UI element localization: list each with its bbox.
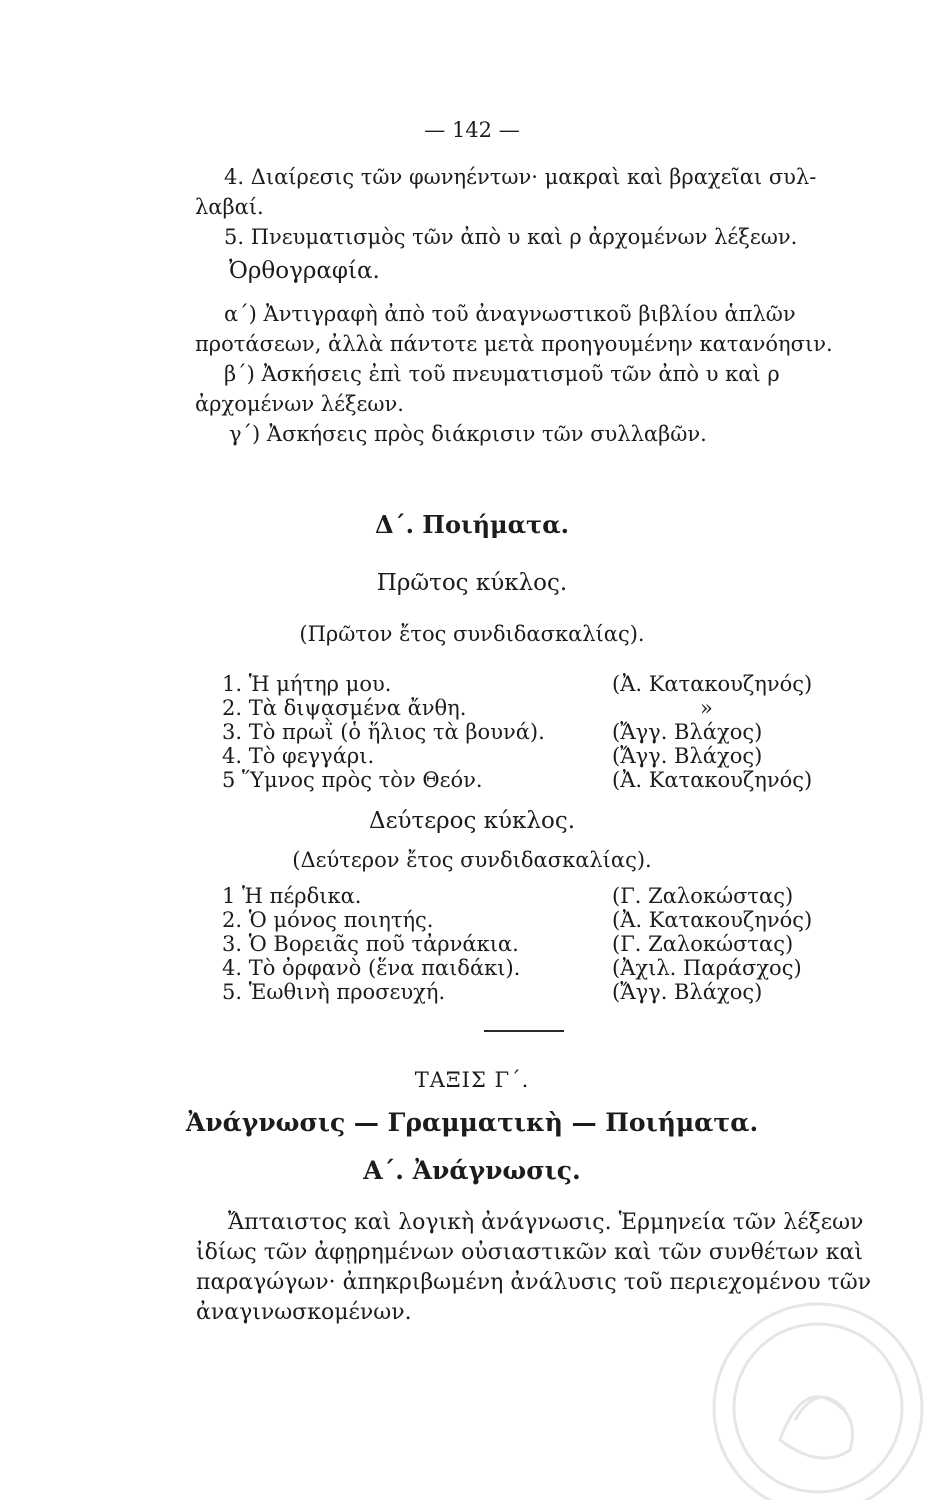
poem-title: 2. Τὰ διψασμένα ἄνθη.: [222, 696, 467, 720]
class-heading: ΤΑΞΙΣ Γ΄.: [414, 1068, 530, 1092]
poem-author: (Ἄγγ. Βλάχος): [612, 720, 763, 744]
orthography-heading: Ὀρθογραφία.: [229, 258, 380, 284]
reading-para-line2: ἰδίως τῶν ἀφῃρημένων οὐσιαστικῶν καὶ τῶν συνθέτων καὶ: [196, 1240, 863, 1265]
poem-title: 5. Ἑωθινὴ προσευχή.: [222, 980, 446, 1004]
class-subheading: Ἀνάγνωσις — Γραμματικὴ — Ποιήματα.: [185, 1108, 759, 1137]
first-cycle-subtitle: (Πρῶτον ἔτος συνδιδασκαλίας).: [299, 622, 645, 646]
reading-para-line3: παραγώγων· ἀπηκριβωμένη ἀνάλυσις τοῦ περιεχομένου τῶν: [196, 1270, 872, 1295]
library-seal-watermark: [700, 1290, 930, 1500]
second-cycle-subtitle: (Δεύτερον ἔτος συνδιδασκαλίας).: [292, 848, 652, 872]
orthography-b-line2: ἀρχομένων λέξεων.: [195, 392, 404, 416]
reading-para-line1: Ἄπταιστος καὶ λογικὴ ἀνάγνωσις. Ἑρμηνεία τῶν λέξεων: [228, 1210, 864, 1235]
poem-title: 4. Τὸ ὀρφανὸ (ἕνα παιδάκι).: [222, 956, 521, 980]
grammar-item-4-line2: λαβαί.: [195, 195, 264, 219]
grammar-item-5: 5. Πνευματισμὸς τῶν ἀπὸ υ καὶ ρ ἀρχομένων λέξεων.: [224, 225, 798, 249]
reading-para-line4: ἀναγινωσκομένων.: [196, 1300, 412, 1325]
poems-heading: Δ΄. Ποιήματα.: [374, 510, 570, 539]
section-a-heading: Α΄. Ἀνάγνωσις.: [363, 1156, 581, 1185]
first-cycle-title: Πρῶτος κύκλος.: [376, 570, 568, 596]
poem-author: (Ἀχιλ. Παράσχος): [612, 956, 802, 980]
poem-author: (Γ. Ζαλοκώστας): [612, 884, 794, 908]
poem-author: (Ἀ. Κατακουζηνός): [612, 768, 813, 792]
section-divider: [484, 1030, 564, 1032]
poem-author: (Ἄγγ. Βλάχος): [612, 980, 763, 1004]
poem-author: (Γ. Ζαλοκώστας): [612, 932, 794, 956]
poem-title: 3. Τὸ πρωῒ (ὁ ἥλιος τὰ βουνά).: [222, 720, 545, 744]
poem-title: 2. Ὁ μόνος ποιητής.: [222, 908, 434, 932]
page-number: — 142 —: [424, 118, 520, 142]
poem-author: (Ἀ. Κατακουζηνός): [612, 908, 813, 932]
poem-author-ditto: »: [700, 696, 713, 720]
poem-title: 3. Ὁ Βορειᾶς ποῦ τἀρνάκια.: [222, 932, 519, 956]
poem-title: 4. Τὸ φεγγάρι.: [222, 744, 375, 768]
orthography-a-line2: προτάσεων, ἀλλὰ πάντοτε μετὰ προηγουμένην κατανόησιν.: [195, 332, 833, 356]
poem-title: 1 Ἡ πέρδικα.: [222, 884, 362, 908]
orthography-c-line1: γ΄) Ἀσκήσεις πρὸς διάκρισιν τῶν συλλαβῶν.: [229, 422, 707, 446]
poem-author: (Ἀ. Κατακουζηνός): [612, 672, 813, 696]
grammar-item-4-line1: 4. Διαίρεσις τῶν φωνηέντων· μακραὶ καὶ βραχεῖαι συλ-: [224, 165, 817, 189]
poem-title: 1. Ἡ μήτηρ μου.: [222, 672, 392, 696]
second-cycle-title: Δεύτερος κύκλος.: [368, 808, 576, 834]
poem-title: 5 Ὕμνος πρὸς τὸν Θεόν.: [222, 768, 483, 792]
poem-author: (Ἄγγ. Βλάχος): [612, 744, 763, 768]
orthography-a-line1: α΄) Ἀντιγραφὴ ἀπὸ τοῦ ἀναγνωστικοῦ βιβλίου ἁπλῶν: [224, 302, 796, 326]
orthography-b-line1: β΄) Ἀσκήσεις ἐπὶ τοῦ πνευματισμοῦ τῶν ἀπὸ υ καὶ ρ: [224, 362, 780, 386]
